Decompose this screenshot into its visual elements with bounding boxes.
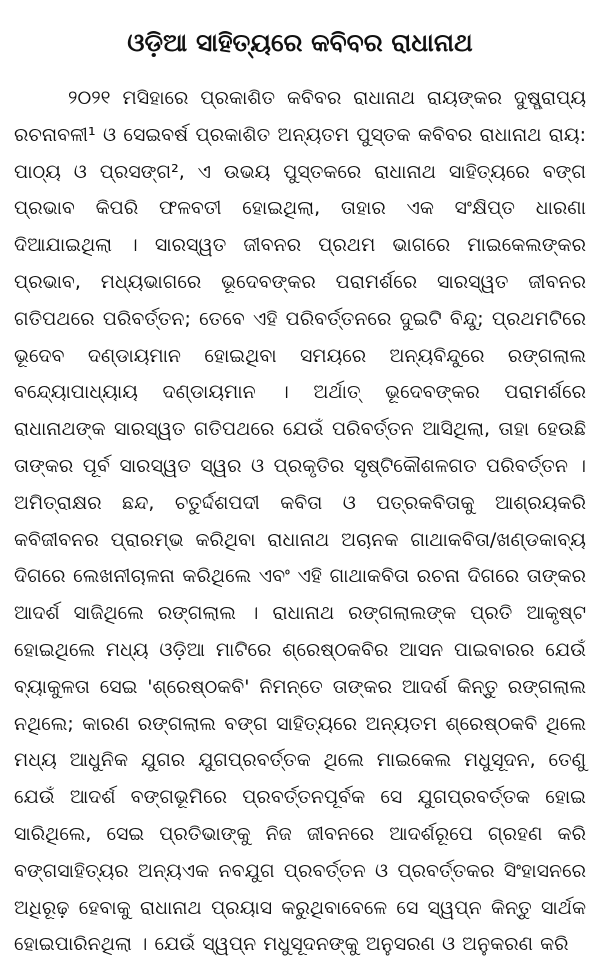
page-title: ଓଡ଼ିଆ ସାହିତ୍ୟରେ କବିବର ରାଧାନାଥ bbox=[127, 28, 473, 57]
body-paragraph: ୨୦୨୧ ମସିହାରେ ପ୍ରକାଶିତ କବିବର ରାଧାନାଥ ରାୟଙ୍କର ଦୁଷ୍ପ୍ରାପ୍ୟ ରଚନାବଳୀ¹ ଓ ସେଇବର୍ଷ ପ୍ରକାଶିତ ଅନ୍ୟତମ ପୁସ୍ତକ କବିବର ରାଧାନାଥ ରାୟ: ପାଠ୍ୟ ଓ ପ୍ରସଙ୍ଗ², ଏ ଉଭୟ ପୁସ୍ତକରେ ରାଧାନାଥ ସାହିତ୍ୟରେ ବଙ୍ଗ ପ୍ରଭାବ କିପରି ଫଳବତୀ ହୋଇଥିଲା, ତାହାର ଏକ ସଂକ୍ଷିପ୍ତ ଧାରଣା ଦିଆଯାଇଥିଲା । ସାରସ୍ୱତ ଜୀବନର ପ୍ରଥମ ଭାଗରେ ମାଇକେଲଙ୍କର ପ୍ରଭାବ, ମଧ୍ୟଭାଗରେ ଭୂଦେବଙ୍କର ପରାମର୍ଶରେ ସାରସ୍ୱତ ଜୀବନର ଗତିପଥରେ ପରିବର୍ତ୍ତନ; ତେବେ ଏହି ପରିବର୍ତ୍ତନରେ ଦୁଇଟି ବିନ୍ଦୁ; ପ୍ରଥମଟିରେ ଭୂଦେବ ଦଣ୍ଡାୟମାନ ହୋଇଥିବା ସମୟରେ ଅନ୍ୟବିନ୍ଦୁରେ ରଙ୍ଗଲାଲ ବନ୍ଦ୍ୟୋପାଧ୍ୟାୟ ଦଣ୍ଡାୟମାନ । ଅର୍ଥାତ୍ ଭୂଦେବଙ୍କର ପରାମର୍ଶରେ ରାଧାନାଥଙ୍କ ସାରସ୍ୱତ ଗତିପଥରେ ଯେଉଁ ପରିବର୍ତ୍ତନ ଆସିଥିଲା, ତାହା ହେଉଛି ତାଙ୍କର ପୂର୍ବ ସାରସ୍ୱତ ସ୍ୱର ଓ ପ୍ରକୃତିର ସୃଷ୍ଟିକୌଶଳଗତ ପରିବର୍ତ୍ତନ । ଅମିତ୍ରାକ୍ଷର ଛନ୍ଦ, ଚତୁର୍ଦ୍ଦଶପଦୀ କବିତା ଓ ପତ୍ରକବିତାକୁ ଆଶ୍ରୟକରି କବିଜୀବନର ପ୍ରାରମ୍ଭ କରିଥିବା ରାଧାନାଥ ଅଚାନକ ଗାଥାକବିତା/ଖଣ୍ଡକାବ୍ୟ ଦିଗରେ ଲେଖନୀଚାଳନା କରିଥିଲେ ଏବଂ ଏହି ଗାଥାକବିତା ରଚନା ଦିଗରେ ତାଙ୍କର ଆଦର୍ଶ ସାଜିଥିଲେ ରଙ୍ଗଲାଲ । ରାଧାନାଥ ରଙ୍ଗଲାଲଙ୍କ ପ୍ରତି ଆକୃଷ୍ଟ ହୋଇଥିଲେ ମଧ୍ୟ ଓଡ଼ିଆ ମାଟିରେ ଶ୍ରେଷ୍ଠକବିର ଆସନ ପାଇବାରର ଯେଉଁ ବ୍ୟାକୁଳତା ସେଇ 'ଶ୍ରେଷ୍ଠକବି' ନିମନ୍ତେ ତାଙ୍କର ଆଦର୍ଶ କିନ୍ତୁ ରଙ୍ଗଲାଲ ନଥିଲେ; କାରଣ ରଙ୍ଗଲାଲ ବଙ୍ଗ ସାହିତ୍ୟରେ ଅନ୍ୟତମ ଶ୍ରେଷ୍ଠକବି ଥିଲେ ମଧ୍ୟ ଆଧୁନିକ ଯୁଗର ଯୁଗପ୍ରବର୍ତ୍ତକ ଥିଲେ ମାଇକେଲ ମଧୁସୂଦନ, ତେଣୁ ଯେଉଁ ଆଦର୍ଶ ବଙ୍ଗଭୂମିରେ ପ୍ରବର୍ତ୍ତନପୂର୍ବକ ସେ ଯୁଗପ୍ରବର୍ତ୍ତକ ହୋଇ ସାରିଥିଲେ, ସେଇ ପ୍ରତିଭାଙ୍କୁ ନିଜ ଜୀବନରେ ଆଦର୍ଶରୂପେ ଗ୍ରହଣ କରି ବଙ୍ଗସାହିତ୍ୟର ଅନ୍ୟଏକ ନବଯୁଗ ପ୍ରବର୍ତ୍ତନ ଓ ପ୍ରବର୍ତ୍ତକର ସିଂହାସନରେ ଅଧିରୂଢ଼ ହେବାକୁ ରାଧାନାଥ ପ୍ରୟାସ କରୁଥିବାବେଳେ ସେ ସ୍ୱପ୍ନ କିନ୍ତୁ ସାର୍ଥକ ହୋଇପାରିନଥିଲା । ଯେଉଁ ସ୍ୱପ୍ନ ମଧୁସୂଦନଙ୍କୁ ଅନୁସରଣ ଓ ଅନୁକରଣ କରି bbox=[14, 87, 586, 956]
